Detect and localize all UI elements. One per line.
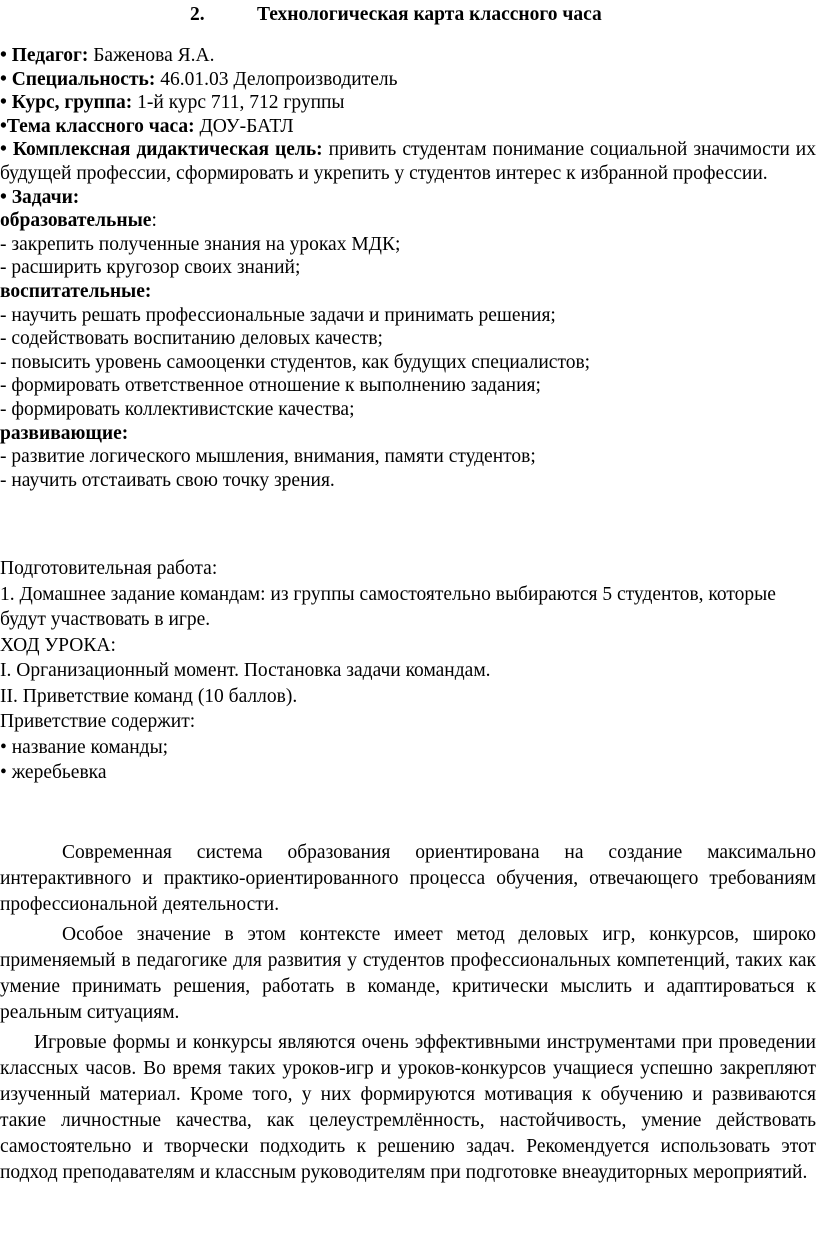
developing-label: развивающие: xyxy=(0,422,129,444)
essay-block xyxy=(0,840,816,1186)
course-value: 1-й курс 711, 712 группы xyxy=(132,92,345,114)
list-item: - содействовать воспитанию деловых качеств; xyxy=(0,328,383,350)
educational-heading xyxy=(0,209,816,233)
lesson-step-2: II. Приветствие команд (10 баллов). xyxy=(0,685,298,707)
course-label: • Курс, группа: xyxy=(0,92,133,114)
course-line xyxy=(0,91,816,115)
list-item: - формировать коллективистские качества; xyxy=(0,398,355,420)
topic-value: ДОУ-БАТЛ xyxy=(194,115,294,137)
list-item: - научить отстаивать свою точку зрения. xyxy=(0,469,335,491)
goal-line xyxy=(0,138,816,185)
teacher-value: Баженова Я.А. xyxy=(88,45,215,66)
document-title xyxy=(0,2,816,28)
lesson-step-1: I. Организационный момент. Постановка задачи командам. xyxy=(0,660,491,681)
educational-colon: : xyxy=(151,210,157,232)
list-item: - расширить кругозор своих знаний; xyxy=(0,257,301,279)
teacher-line xyxy=(0,44,816,68)
essay-paragraph-1: Современная система образования ориентирована на создание максимально интерактивного и практико-ориентированного процесса обучения, отвечающего требованиям профессиональной деятельности. xyxy=(0,842,816,915)
preparation-heading: Подготовительная работа: xyxy=(0,558,218,579)
educational-label: образовательные xyxy=(0,210,152,232)
info-block xyxy=(0,44,816,492)
list-item: - повысить уровень самооценки студентов, как будущих специалистов; xyxy=(0,351,591,373)
list-item: • название команды; xyxy=(0,736,169,758)
goal-value: привить студентам понимание социальной значимости их будущей профессии, сформировать и укрепить у студентов интерес к избранной профессии. xyxy=(0,139,816,184)
list-item: - развитие логического мышления, внимания, памяти студентов; xyxy=(0,446,536,468)
upbringing-label: воспитательные: xyxy=(0,280,152,302)
specialty-line xyxy=(0,68,816,92)
topic-line xyxy=(0,115,816,139)
preparation-block xyxy=(0,556,816,786)
list-item: - научить решать профессиональные задачи и принимать решения; xyxy=(0,304,556,326)
list-item: • жеребьевка xyxy=(0,762,107,783)
list-item: - закрепить полученные знания на уроках МДК; xyxy=(0,233,401,255)
tasks-label: • Задачи: xyxy=(0,186,80,208)
specialty-label: • Специальность: xyxy=(0,68,156,90)
specialty-value: 46.01.03 Делопроизводитель xyxy=(155,68,398,90)
goal-label: • Комплексная дидактическая цель: xyxy=(0,139,323,161)
essay-paragraph-3: Игровые формы и конкурсы являются очень эффективными инструментами при проведении классных часов. Во время таких уроков-игр и уроков-конкурсов учащиеся успешно закрепляют изученный материал. Кроме того, у них формируются мотивация к обучению и развиваются такие личностные качества, как целеустремлённость, настойчивость, умение действовать самостоятельно и творчески подходить к решению задач. Рекомендуется использовать этот подход преподавателям и классным руководителям при подготовке внеаудиторных мероприятий. xyxy=(0,1032,816,1183)
list-item: - формировать ответственное отношение к выполнению задания; xyxy=(0,375,541,397)
essay-paragraph-2: Особое значение в этом контексте имеет метод деловых игр, конкурсов, широко применяемый в педагогике для развития у студентов профессиональных компетенций, таких как умение принимать решения, работать в команде, критически мыслить и адаптироваться к реальным ситуациям. xyxy=(0,924,816,1023)
topic-label: •Тема классного часа: xyxy=(0,115,195,137)
lesson-heading: ХОД УРОКА: xyxy=(0,634,116,656)
teacher-label: • Педагог: xyxy=(0,45,89,66)
greeting-heading: Приветствие содержит: xyxy=(0,711,196,732)
preparation-item-1: 1. Домашнее задание командам: из группы самостоятельно выбираются 5 студентов, которые будут участвовать в игре. xyxy=(0,583,776,630)
title-number: 2. xyxy=(190,4,205,25)
title-text: Технологическая карта классного часа xyxy=(257,4,602,25)
